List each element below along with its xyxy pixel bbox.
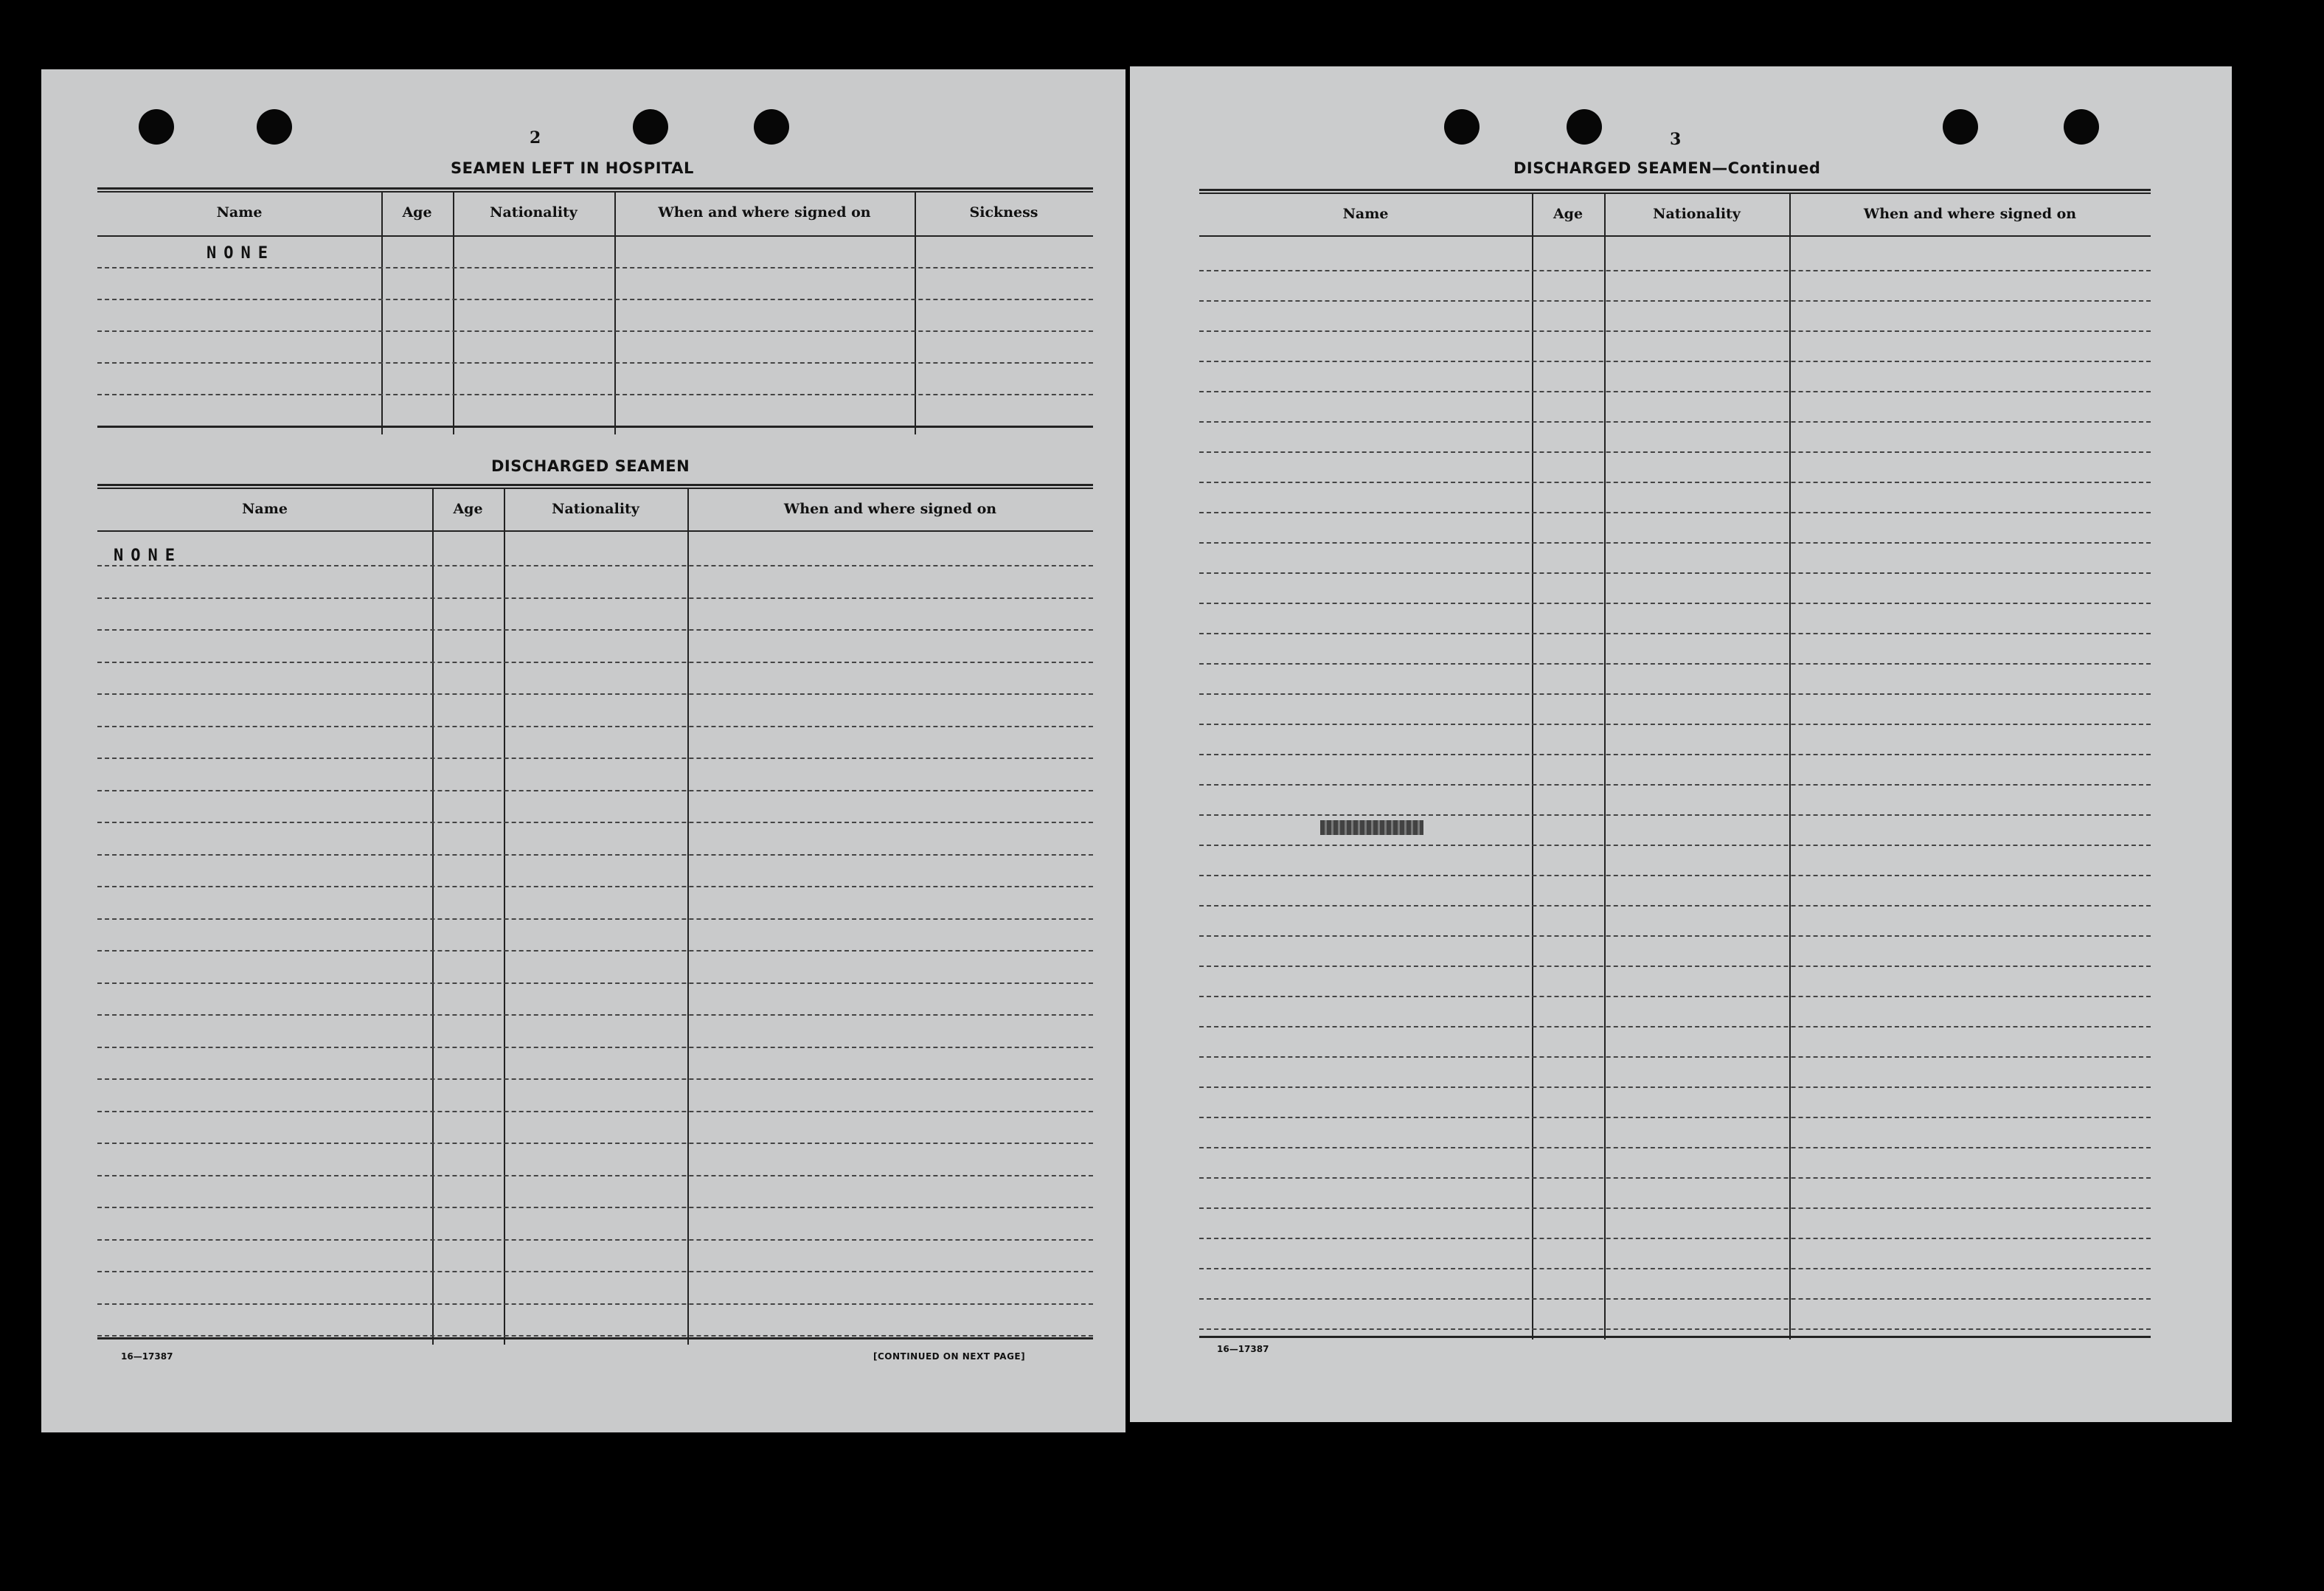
table-rule: [97, 822, 1093, 823]
table-rule: [1199, 845, 2151, 846]
page-number: 2: [530, 128, 541, 148]
column-header-sickness: Sickness: [969, 204, 1038, 221]
table-rule: [1199, 1086, 2151, 1088]
title-suffix: —Continued: [1712, 159, 1821, 177]
discharged-continued-table: [1199, 194, 2151, 1339]
table-rule: [97, 1175, 1093, 1176]
section-rule: [97, 484, 1093, 489]
discharged-section-title: DISCHARGED SEAMEN: [491, 457, 690, 475]
table-rule: [1199, 512, 2151, 513]
table-rule: [1199, 966, 2151, 967]
column-header-nationality: Nationality: [1653, 206, 1741, 222]
column-header-name: Name: [216, 204, 263, 221]
table-rule: [1199, 693, 2151, 695]
table-rule: [1199, 542, 2151, 544]
table-rule: [1199, 482, 2151, 483]
discharged-continued-title: [1513, 159, 1820, 177]
discharged-table: [97, 489, 1093, 1345]
table-rule: [1199, 1056, 2151, 1058]
column-header-name: Name: [1342, 206, 1389, 222]
table-rule: [97, 1207, 1093, 1208]
table-rule: [1199, 603, 2151, 604]
table-rule: [1199, 1117, 2151, 1118]
hospital-table: [97, 193, 1093, 434]
table-rule: [97, 790, 1093, 791]
form-number: 16—17387: [121, 1351, 173, 1362]
punch-hole: [257, 109, 292, 145]
table-rule: [1199, 1147, 2151, 1148]
table-rule: [97, 629, 1093, 631]
column-header-signed-on: When and where signed on: [658, 204, 871, 221]
table-rule: [1199, 572, 2151, 574]
table-rule: [1199, 1026, 2151, 1027]
table-rule: [97, 1303, 1093, 1305]
table-rule: [1199, 1207, 2151, 1209]
column-header-signed-on: When and where signed on: [783, 501, 997, 517]
punch-hole: [2064, 109, 2099, 145]
punch-hole: [139, 109, 174, 145]
right-page: [1130, 66, 2232, 1422]
table-rule: [97, 726, 1093, 727]
table-rule: [97, 950, 1093, 952]
table-rule: [1199, 1268, 2151, 1269]
table-rule: [1199, 330, 2151, 332]
column-header-nationality: Nationality: [552, 501, 639, 517]
table-rule: [1199, 451, 2151, 453]
table-rule: [97, 918, 1093, 920]
column-header-age: Age: [453, 501, 483, 517]
table-rule: [1199, 421, 2151, 423]
punch-hole: [633, 109, 668, 145]
table-rule: [1199, 300, 2151, 302]
table-rule: [97, 693, 1093, 695]
table-rule: [1199, 1177, 2151, 1179]
table-rule: [1199, 391, 2151, 392]
hospital-section-title: SEAMEN LEFT IN HOSPITAL: [451, 159, 694, 177]
table-rule: [97, 1271, 1093, 1272]
table-rule: [1199, 633, 2151, 634]
discharged-entry: NONE: [114, 547, 182, 565]
page-number: 3: [1670, 130, 1682, 149]
table-rule: [97, 1239, 1093, 1241]
table-rule: [1199, 270, 2151, 271]
section-rule: [97, 187, 1093, 193]
table-rule: [1199, 996, 2151, 997]
hospital-entry: NONE: [207, 244, 275, 263]
table-rule: [97, 982, 1093, 984]
table-rule: [97, 854, 1093, 856]
punch-hole: [1444, 109, 1480, 145]
table-rule: [1199, 905, 2151, 907]
table-rule: [1199, 784, 2151, 786]
table-rule: [97, 1143, 1093, 1144]
left-page: [41, 69, 1125, 1432]
table-rule: [1199, 814, 2151, 816]
punch-hole: [754, 109, 789, 145]
table-rule: [1199, 1328, 2151, 1330]
table-rule: [1199, 1238, 2151, 1239]
punch-hole: [1943, 109, 1978, 145]
ink-stamp: [1320, 820, 1423, 835]
table-rule: [1199, 724, 2151, 725]
table-rule: [97, 597, 1093, 599]
punch-hole: [1567, 109, 1602, 145]
table-rule: [97, 1014, 1093, 1016]
column-header-signed-on: When and where signed on: [1863, 206, 2077, 222]
table-bottom-rule: [1199, 1336, 2151, 1338]
table-rule: [97, 1111, 1093, 1112]
table-rule: [97, 1078, 1093, 1080]
continued-note: [CONTINUED ON NEXT PAGE]: [873, 1351, 1026, 1362]
table-bottom-rule: [97, 1337, 1093, 1339]
table-rule: [97, 1047, 1093, 1048]
table-rule: [1199, 663, 2151, 665]
form-number: 16—17387: [1217, 1344, 1269, 1354]
column-header-age: Age: [1553, 206, 1584, 222]
column-header-name: Name: [242, 501, 288, 517]
column-header-age: Age: [402, 204, 432, 221]
title-main: DISCHARGED SEAMEN: [1513, 159, 1713, 177]
table-rule: [97, 1335, 1093, 1337]
column-header-nationality: Nationality: [490, 204, 577, 221]
table-rule: [1199, 361, 2151, 362]
table-rule: [97, 662, 1093, 663]
section-rule: [1199, 189, 2151, 194]
table-rule: [97, 886, 1093, 887]
table-rule: [1199, 754, 2151, 755]
table-rule: [97, 758, 1093, 759]
table-rule: [1199, 935, 2151, 937]
table-rule: [1199, 1298, 2151, 1300]
table-rule: [1199, 875, 2151, 876]
table-rule: [97, 565, 1093, 566]
